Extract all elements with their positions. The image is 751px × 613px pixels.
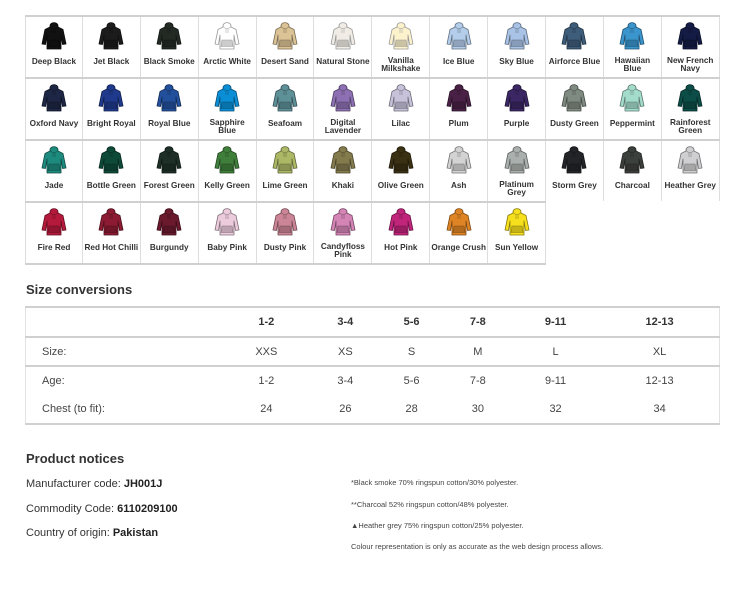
colour-swatch xyxy=(83,79,141,139)
hoodie-icon xyxy=(257,144,314,174)
country-of-origin-label: Country of origin: xyxy=(26,527,110,539)
hoodie-icon xyxy=(26,144,82,174)
row-label: Age: xyxy=(42,375,65,387)
table-cell: 28 xyxy=(405,403,418,415)
hoodie-icon xyxy=(141,82,198,112)
hoodie-icon xyxy=(257,82,314,112)
size-table-header: 9-11 xyxy=(511,307,600,337)
table-cell: 5-6 xyxy=(403,375,420,387)
hoodie-icon xyxy=(488,20,545,50)
colour-name: Hawaiian Blue xyxy=(614,56,651,73)
colour-swatch xyxy=(25,141,83,201)
size-table-header: 1-2 xyxy=(221,307,313,337)
colour-name: Jet Black xyxy=(93,57,130,66)
colour-name: Black Smoke xyxy=(143,57,195,66)
colour-swatch xyxy=(25,17,83,77)
colour-name: Vanilla Milkshake xyxy=(381,56,421,73)
colour-name: Plum xyxy=(448,119,469,128)
hoodie-icon xyxy=(604,20,661,50)
size-conversion-table xyxy=(25,306,720,425)
hoodie-icon xyxy=(199,82,256,112)
colour-swatch xyxy=(314,79,372,139)
colour-swatch xyxy=(372,79,430,139)
table-cell: L xyxy=(511,337,600,366)
colour-swatch xyxy=(372,17,430,77)
colour-name: Purple xyxy=(503,119,530,128)
table-cell: S xyxy=(378,337,444,366)
colour-name: Baby Pink xyxy=(207,243,247,252)
hoodie-icon xyxy=(26,82,82,112)
colour-swatch xyxy=(372,203,430,263)
colour-name: Digital Lavender xyxy=(324,118,362,135)
product-notices-title: Product notices xyxy=(26,451,125,466)
colour-swatch xyxy=(604,141,662,201)
colour-name: Peppermint xyxy=(609,119,655,128)
colour-name: Forest Green xyxy=(143,181,195,190)
hoodie-icon xyxy=(314,206,371,236)
colour-swatch xyxy=(83,141,141,201)
hoodie-icon xyxy=(372,20,429,50)
table-cell: XS xyxy=(312,337,378,366)
manufacturer-code-value: JH001J xyxy=(123,478,163,490)
colour-swatch xyxy=(488,17,546,77)
commodity-code xyxy=(26,503,178,515)
hoodie-icon xyxy=(314,82,371,112)
colour-swatch xyxy=(314,141,372,201)
table-row xyxy=(26,337,720,366)
colour-name: Heather Grey xyxy=(664,181,716,190)
colour-swatch xyxy=(257,141,315,201)
colour-swatch xyxy=(488,203,546,263)
colour-name: Bright Royal xyxy=(86,119,136,128)
colour-swatch xyxy=(257,79,315,139)
hoodie-icon xyxy=(83,82,140,112)
colour-name: Dusty Green xyxy=(550,119,599,128)
colour-swatch xyxy=(662,141,720,201)
colour-swatch xyxy=(25,203,83,263)
colour-swatch xyxy=(199,203,257,263)
colour-swatch xyxy=(83,203,141,263)
colour-name: New French Navy xyxy=(667,56,714,73)
hoodie-icon xyxy=(199,20,256,50)
hoodie-icon xyxy=(141,20,198,50)
hoodie-icon xyxy=(662,20,719,50)
colour-swatch xyxy=(199,141,257,201)
colour-name: Red Hot Chilli xyxy=(84,243,139,252)
size-table-header: 12-13 xyxy=(600,307,719,337)
row-label: Size: xyxy=(26,337,221,366)
table-row xyxy=(26,395,720,424)
colour-swatch xyxy=(662,79,720,139)
colour-swatch xyxy=(488,79,546,139)
fine-print-black-smoke: *Black smoke 70% ringspun cotton/30% polyester. xyxy=(351,478,519,487)
table-cell: M xyxy=(445,337,511,366)
colour-name: Platinum Grey xyxy=(499,180,534,197)
colour-name: Sky Blue xyxy=(499,57,534,66)
colour-name: Airforce Blue xyxy=(548,57,601,66)
colour-name: Oxford Navy xyxy=(29,119,79,128)
hoodie-icon xyxy=(546,82,603,112)
colour-name: Lilac xyxy=(391,119,411,128)
table-cell: 24 xyxy=(260,403,273,415)
colour-swatch xyxy=(546,141,604,201)
hoodie-icon xyxy=(604,144,661,174)
table-cell: 30 xyxy=(471,403,484,415)
size-table-header: 3-4 xyxy=(312,307,378,337)
size-table-header-blank xyxy=(26,307,221,337)
hoodie-icon xyxy=(314,20,371,50)
table-cell: 32 xyxy=(549,403,562,415)
table-cell: 12-13 xyxy=(645,375,674,387)
swatch-row xyxy=(25,139,720,201)
hoodie-icon xyxy=(662,144,719,174)
table-cell: XL xyxy=(600,337,719,366)
hoodie-icon xyxy=(26,206,82,236)
colour-swatch xyxy=(257,17,315,77)
colour-swatch xyxy=(546,79,604,139)
hoodie-icon xyxy=(488,82,545,112)
colour-name: Sun Yellow xyxy=(495,243,539,252)
hoodie-icon xyxy=(141,144,198,174)
colour-swatch xyxy=(546,17,604,77)
swatch-row xyxy=(25,201,546,265)
colour-swatch xyxy=(430,203,488,263)
colour-swatch xyxy=(141,203,199,263)
colour-swatch xyxy=(372,141,430,201)
hoodie-icon xyxy=(141,206,198,236)
hoodie-icon xyxy=(430,206,487,236)
colour-swatch xyxy=(257,203,315,263)
colour-swatch xyxy=(141,141,199,201)
colour-name: Ice Blue xyxy=(442,57,475,66)
colour-name: Deep Black xyxy=(31,57,77,66)
fine-print-heather-grey: ▲Heather grey 75% ringspun cotton/25% polyester. xyxy=(351,521,524,530)
row-label: Chest (to fit): xyxy=(42,403,105,415)
table-row xyxy=(26,366,720,395)
colour-swatch xyxy=(430,17,488,77)
colour-swatch xyxy=(662,17,720,77)
commodity-code-value: 6110209100 xyxy=(117,503,178,515)
colour-name: Rainforest Green xyxy=(669,118,711,135)
colour-name: Orange Crush xyxy=(431,243,486,252)
hoodie-icon xyxy=(488,144,545,174)
colour-swatch xyxy=(314,203,372,263)
colour-name: Jade xyxy=(44,181,64,190)
hoodie-icon xyxy=(430,144,487,174)
hoodie-icon xyxy=(372,206,429,236)
colour-swatch xyxy=(199,79,257,139)
colour-name: Candyfloss Pink xyxy=(320,242,365,259)
hoodie-icon xyxy=(83,206,140,236)
hoodie-icon xyxy=(488,206,545,236)
hoodie-icon xyxy=(83,20,140,50)
manufacturer-code-label: Manufacturer code: xyxy=(26,478,121,490)
table-cell: 26 xyxy=(339,403,352,415)
hoodie-icon xyxy=(257,20,314,50)
colour-swatch xyxy=(199,17,257,77)
colour-swatch-grid xyxy=(25,15,720,268)
colour-name: Burgundy xyxy=(149,243,189,252)
colour-name: Arctic White xyxy=(203,57,251,66)
colour-swatch xyxy=(141,79,199,139)
swatch-row xyxy=(25,77,720,139)
manufacturer-code xyxy=(26,478,162,490)
hoodie-icon xyxy=(546,144,603,174)
colour-name: Khaki xyxy=(331,181,355,190)
size-conversions-title: Size conversions xyxy=(26,282,133,297)
fine-print-colour-disclaimer: Colour representation is only as accurate as the web design process allows. xyxy=(351,542,604,551)
table-cell: 3-4 xyxy=(337,375,354,387)
hoodie-icon xyxy=(546,20,603,50)
hoodie-icon xyxy=(26,20,82,50)
hoodie-icon xyxy=(199,206,256,236)
country-of-origin-value: Pakistan xyxy=(112,527,159,539)
commodity-code-label: Commodity Code: xyxy=(26,503,115,515)
hoodie-icon xyxy=(372,144,429,174)
hoodie-icon xyxy=(662,82,719,112)
colour-name: Olive Green xyxy=(377,181,424,190)
size-table-header-row xyxy=(26,307,720,337)
table-cell: 34 xyxy=(653,403,666,415)
table-cell: 9-11 xyxy=(544,375,567,387)
hoodie-icon xyxy=(604,82,661,112)
colour-swatch xyxy=(25,79,83,139)
hoodie-icon xyxy=(257,206,314,236)
swatch-row xyxy=(25,15,720,77)
colour-name: Storm Grey xyxy=(552,181,597,190)
colour-swatch xyxy=(314,17,372,77)
colour-swatch xyxy=(604,17,662,77)
colour-name: Dusty Pink xyxy=(263,243,307,252)
table-cell: XXS xyxy=(221,337,313,366)
colour-swatch xyxy=(430,79,488,139)
hoodie-icon xyxy=(430,20,487,50)
colour-name: Seafoam xyxy=(267,119,303,128)
colour-name: Natural Stone xyxy=(316,57,370,66)
colour-name: Royal Blue xyxy=(148,119,191,128)
colour-swatch xyxy=(430,141,488,201)
hoodie-icon xyxy=(83,144,140,174)
colour-name: Lime Green xyxy=(262,181,308,190)
colour-name: Desert Sand xyxy=(261,57,309,66)
colour-swatch xyxy=(604,79,662,139)
colour-swatch xyxy=(488,141,546,201)
colour-name: Bottle Green xyxy=(86,181,136,190)
colour-swatch xyxy=(141,17,199,77)
colour-name: Kelly Green xyxy=(204,181,250,190)
hoodie-icon xyxy=(314,144,371,174)
hoodie-icon xyxy=(199,144,256,174)
hoodie-icon xyxy=(372,82,429,112)
colour-name: Sapphire Blue xyxy=(209,118,245,135)
table-cell: 7-8 xyxy=(469,375,486,387)
fine-print-charcoal: **Charcoal 52% ringspun cotton/48% polyester. xyxy=(351,500,509,509)
colour-name: Fire Red xyxy=(37,243,71,252)
colour-name: Ash xyxy=(450,181,467,190)
table-cell: 1-2 xyxy=(258,375,275,387)
colour-name: Hot Pink xyxy=(384,243,418,252)
colour-swatch xyxy=(83,17,141,77)
country-of-origin xyxy=(26,527,158,539)
size-table-header: 5-6 xyxy=(378,307,444,337)
size-table-header: 7-8 xyxy=(445,307,511,337)
colour-name: Charcoal xyxy=(614,181,650,190)
hoodie-icon xyxy=(430,82,487,112)
